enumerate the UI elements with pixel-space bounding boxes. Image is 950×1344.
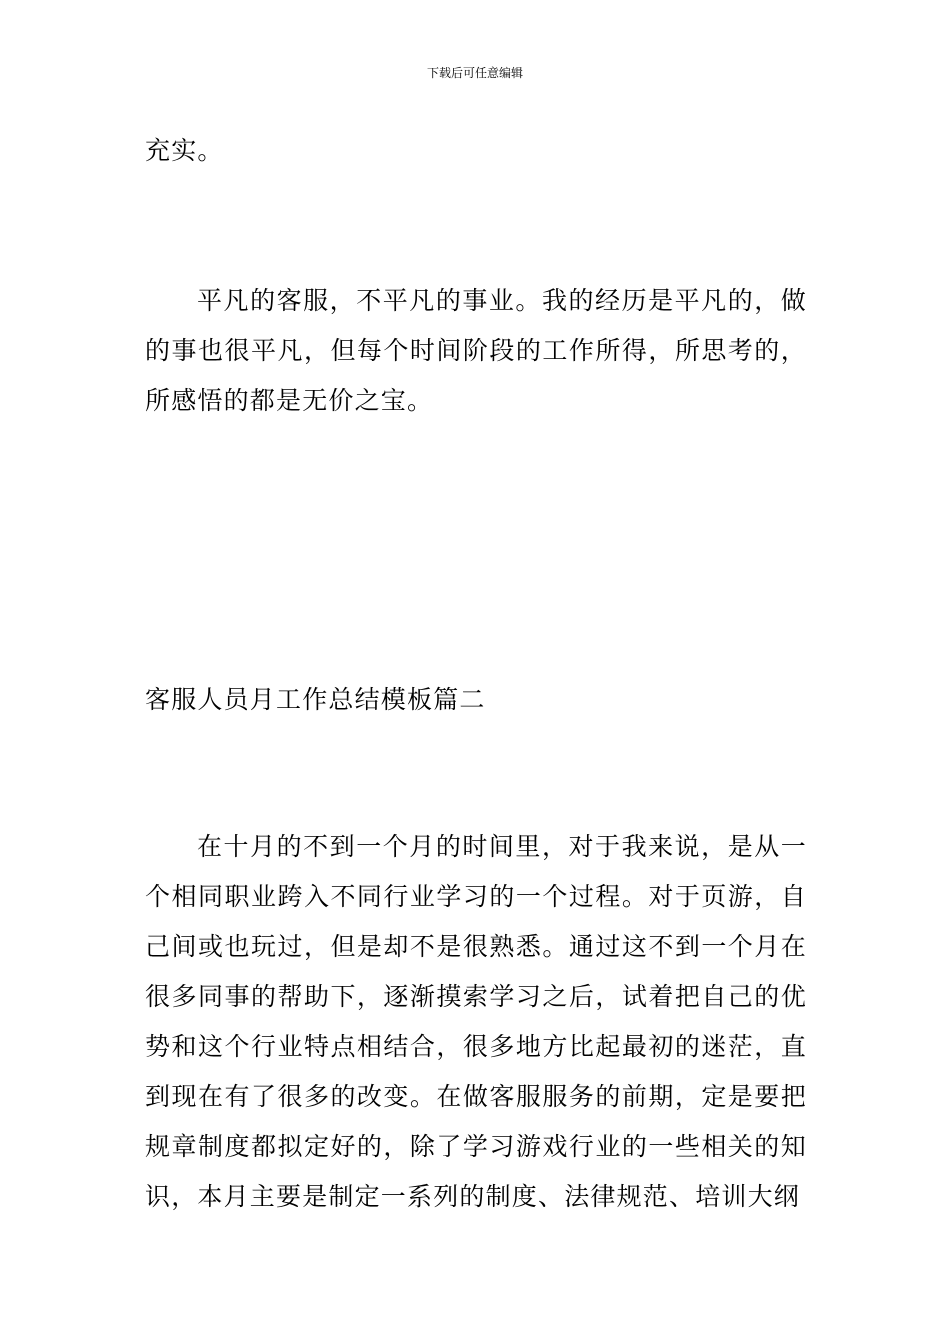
paragraph-continuation: 充实。 [145, 136, 224, 165]
page-header-watermark: 下载后可任意编辑 [426, 66, 523, 80]
section-title: 客服人员月工作总结模板篇二 [145, 685, 486, 714]
paragraph-summary: 平凡的客服，不平凡的事业。我的经历是平凡的，做的事也很平凡，但每个时间阶段的工作所得，所思考的，所感悟的都是无价之宝。 [145, 286, 807, 415]
paragraph-october-work: 在十月的不到一个月的时间里，对于我来说，是从一个相同职业跨入不同行业学习的一个过程。对于页游，自己间或也玩过，但是却不是很熟悉。通过这不到一个月在很多同事的帮助下，逐渐摸索学习之后，试着把自己的优势和这个行业特点相结合，很多地方比起最初的迷茫，直到现在有了很多的改变。在做客服服务的前期，定是要把规章制度都拟定好的，除了学习游戏行业的一些相关的知识，本月主要是制定一系列的制度、法律规范、培训大纲 [145, 832, 807, 1211]
